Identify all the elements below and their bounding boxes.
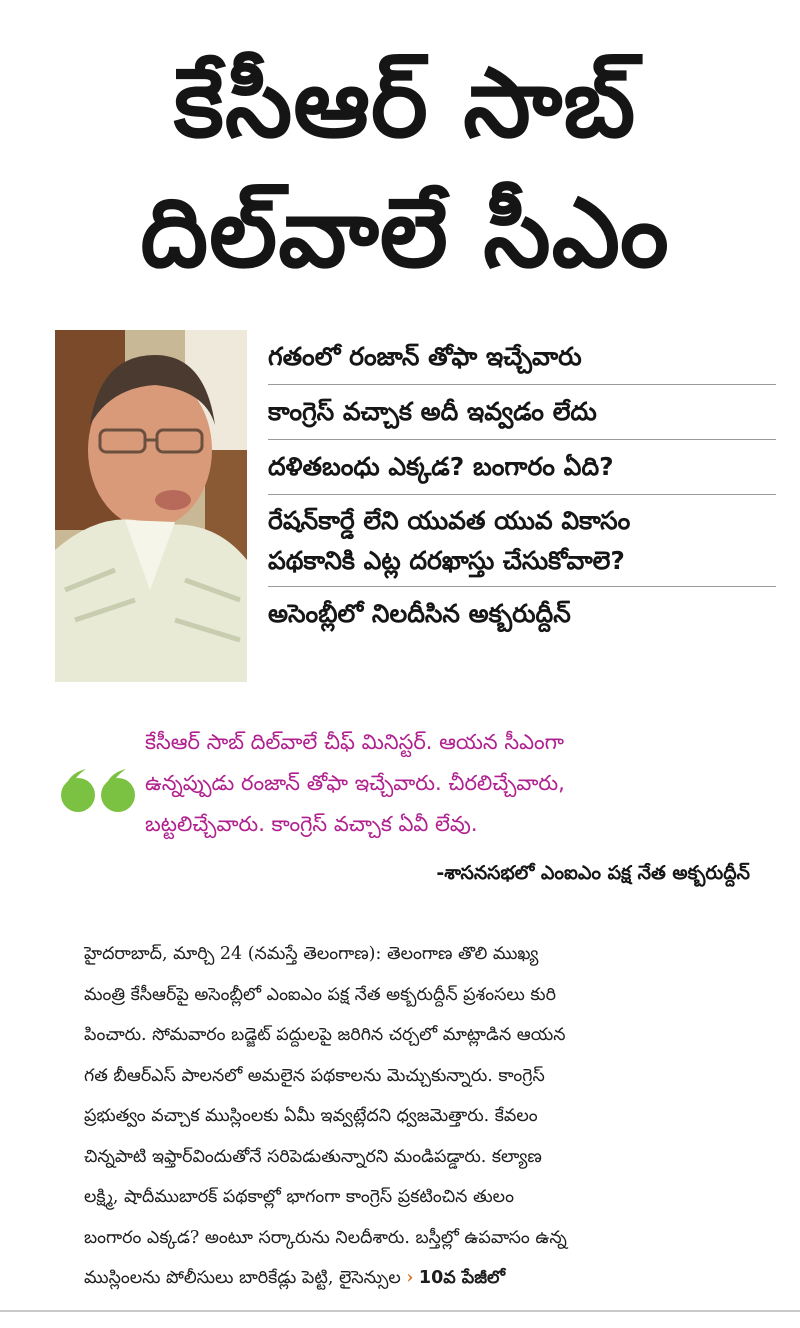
subheadline-item: దళితబంధు ఎక్కడ? బంగారం ఏది? [268, 440, 776, 495]
continued-on-page-label[interactable]: 10వ పేజీలో [418, 1268, 506, 1288]
subheadline-item-line: పథకానికి ఎట్ల దరఖాస్తు చేసుకోవాలె? [268, 546, 625, 575]
article-line: ప్రభుత్వం వచ్చాక ముస్లింలకు ఏమీ ఇవ్వట్లేదని ధ్వజమెత్తారు. కేవలం [84, 1106, 538, 1126]
subheadline-item: అసెంబ్లీలో నిలదీసిన అక్బరుద్దీన్ [268, 599, 571, 628]
pull-quote-line: కేసీఆర్ సాబ్ దిల్‌వాలే చీఫ్ మినిస్టర్. ఆయన సీఎంగా [145, 730, 564, 754]
portrait-photo [55, 330, 247, 682]
article-line: లక్ష్మి, షాదీముబారక్ పథకాల్లో భాగంగా కాంగ్రెస్ ప్రకటించిన తులం [84, 1187, 514, 1207]
chevron-right-icon: › [406, 1268, 414, 1288]
subheadline-item: కాంగ్రెస్ వచ్చాక అదీ ఇవ్వడం లేదు [268, 385, 776, 440]
article-line: పించారు. సోమవారం బడ్జెట్ పద్దులపై జరిగిన చర్చలో మాట్లాడిన ఆయన [84, 1025, 566, 1045]
quote-attribution: -శాసనసభలో ఎంఐఎం పక్ష నేత అక్బరుద్దీన్ [436, 862, 750, 884]
pull-quote [145, 722, 775, 845]
article-line: గత బీఆర్‌ఎస్ పాలనలో అమలైన పథకాలను మెచ్చుకున్నారు. కాంగ్రెస్ [84, 1065, 545, 1086]
headline-line-1: కేసీఆర్ సాబ్ [173, 47, 637, 159]
subheadline-item: గతంలో రంజాన్ తోఫా ఇచ్చేవారు [268, 330, 776, 385]
article-line: బంగారం ఎక్కడ? అంటూ సర్కారును నిలదీశారు. బస్తీల్లో ఉపవాసం ఉన్న [84, 1227, 567, 1248]
pull-quote-line: బట్టలిచ్చేవారు. కాంగ్రెస్ వచ్చాక ఏవీ లేవు. [145, 812, 478, 836]
article-line: చిన్నపాటి ఇఫ్తార్‌విందుతోనే సరిపెడుతున్నారని మండిపడ్డారు. కల్యాణ [84, 1146, 542, 1167]
pull-quote-line: ఉన్నప్పుడు రంజాన్ తోఫా ఇచ్చేవారు. చీరలిచ్చేవారు, [145, 771, 565, 795]
subheadline-list [268, 330, 776, 641]
subheadline-item-line: రేషన్‌కార్డే లేని యువత యువ వికాసం [268, 506, 631, 535]
headline-line-2: దిల్‌వాలే సీఎం [140, 177, 670, 289]
article-line: మంత్రి కేసీఆర్‌పై అసెంబ్లీలో ఎంఐఎం పక్ష నేత అక్బరుద్దీన్ ప్రశంసలు కురి [84, 984, 556, 1005]
article-body [84, 934, 774, 1299]
article-line: హైదరాబాద్, మార్చి 24 (నమస్తే తెలంగాణ): తెలంగాణ తొలి ముఖ్య [84, 944, 539, 964]
article-line-text: ముస్లింలను పోలీసులు బారికేడ్లు పెట్టి, లైసెన్సుల [84, 1268, 401, 1288]
bottom-divider [0, 1310, 800, 1312]
subheadline-item [268, 495, 776, 587]
article-line-last [84, 1258, 774, 1299]
double-quote-icon [58, 765, 138, 815]
